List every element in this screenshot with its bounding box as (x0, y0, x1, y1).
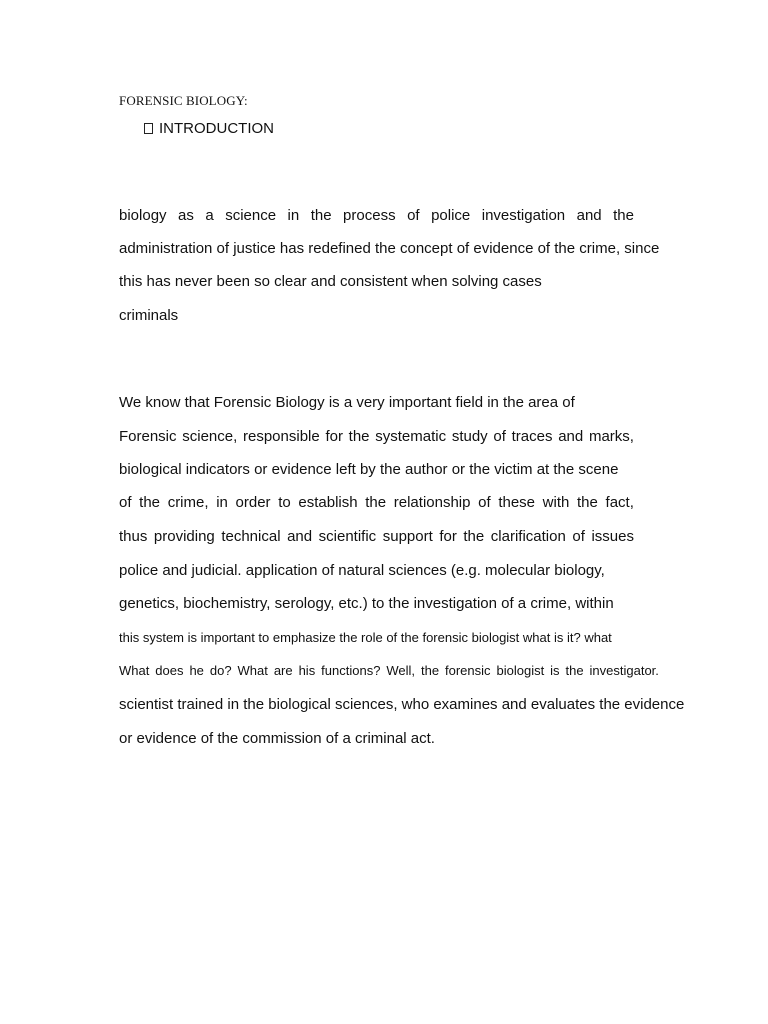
word: What (119, 663, 150, 678)
word: the (577, 494, 598, 511)
word: issues (591, 528, 634, 545)
word: his (298, 663, 316, 678)
word: and (576, 207, 602, 224)
word: science (225, 207, 277, 224)
paragraph-2-line-8: this system is important to emphasize the role of the forensic biologist what is it? what (119, 630, 612, 645)
subheading-text: INTRODUCTION (159, 120, 274, 137)
word: of (407, 207, 420, 224)
word: biology (119, 207, 167, 224)
paragraph-1-line-3: this has never been so clear and consistent when solving cases (119, 273, 542, 290)
word: scientific (318, 528, 377, 545)
word: the (565, 663, 584, 678)
word: in (287, 207, 300, 224)
word: the (463, 528, 485, 545)
word: he (189, 663, 204, 678)
word: support (382, 528, 433, 545)
paragraph-2-line-2 (119, 428, 634, 446)
word: marks, (588, 428, 634, 445)
word: responsible (243, 428, 320, 445)
word: in (216, 494, 228, 511)
word: and (558, 428, 584, 445)
paragraph-2-line-3: biological indicators or evidence left by the author or the victim at the scene (119, 461, 619, 478)
word: does (155, 663, 184, 678)
word: study (451, 428, 488, 445)
word: a (205, 207, 214, 224)
word: establish (298, 494, 358, 511)
word: to (278, 494, 291, 511)
word: of (572, 528, 585, 545)
word: for (439, 528, 457, 545)
word: crime, (167, 494, 209, 511)
word: do? (209, 663, 232, 678)
word: science, (182, 428, 238, 445)
word: of (493, 428, 506, 445)
word: systematic (375, 428, 447, 445)
word: of (478, 494, 491, 511)
paragraph-2-line-9 (119, 662, 659, 680)
word: providing (153, 528, 215, 545)
word: the (613, 207, 634, 224)
word: traces (511, 428, 553, 445)
word: functions? (321, 663, 381, 678)
word: relationship (393, 494, 471, 511)
paragraph-1-line-2: administration of justice has redefined the concept of evidence of the crime, since (119, 240, 660, 257)
word: fact, (605, 494, 634, 511)
section-subheading (144, 120, 274, 137)
word: investigation (481, 207, 566, 224)
paragraph-1-line-4: criminals (119, 307, 179, 324)
word: the (139, 494, 161, 511)
word: and (287, 528, 313, 545)
paragraph-2-line-7: genetics, biochemistry, serology, etc.) to the investigation of a crime, within (119, 595, 614, 612)
paragraph-2-line-5 (119, 528, 634, 546)
word: What (237, 663, 268, 678)
word: of (119, 494, 132, 511)
word: thus (119, 528, 148, 545)
word: Forensic (119, 428, 177, 445)
word: Well, (386, 663, 416, 678)
word: is (550, 663, 560, 678)
word: technical (221, 528, 281, 545)
word: the (365, 494, 387, 511)
word: are (273, 663, 293, 678)
word: as (178, 207, 194, 224)
paragraph-2-line-6: police and judicial. application of natural sciences (e.g. molecular biology, (119, 562, 605, 579)
word: the (420, 663, 440, 678)
word: process (343, 207, 396, 224)
word: investigator. (589, 663, 659, 678)
word: clarification (490, 528, 566, 545)
paragraph-2-line-10: scientist trained in the biological sciences, who examines and evaluates the evidence (119, 696, 685, 713)
word: these (498, 494, 536, 511)
word: with (542, 494, 570, 511)
word: biologist (496, 663, 545, 678)
paragraph-2-line-11: or evidence of the commission of a criminal act. (119, 730, 435, 747)
word: the (348, 428, 370, 445)
word: police (431, 207, 471, 224)
bullet-box-icon (144, 123, 153, 134)
word: forensic (445, 663, 491, 678)
paragraph-2-line-1: We know that Forensic Biology is a very important field in the area of (119, 394, 575, 411)
word: for (325, 428, 343, 445)
document-heading: FORENSIC BIOLOGY: (119, 93, 248, 108)
paragraph-2-line-4 (119, 494, 634, 512)
word: the (310, 207, 332, 224)
word: order (235, 494, 271, 511)
paragraph-1-line-1 (119, 207, 634, 225)
